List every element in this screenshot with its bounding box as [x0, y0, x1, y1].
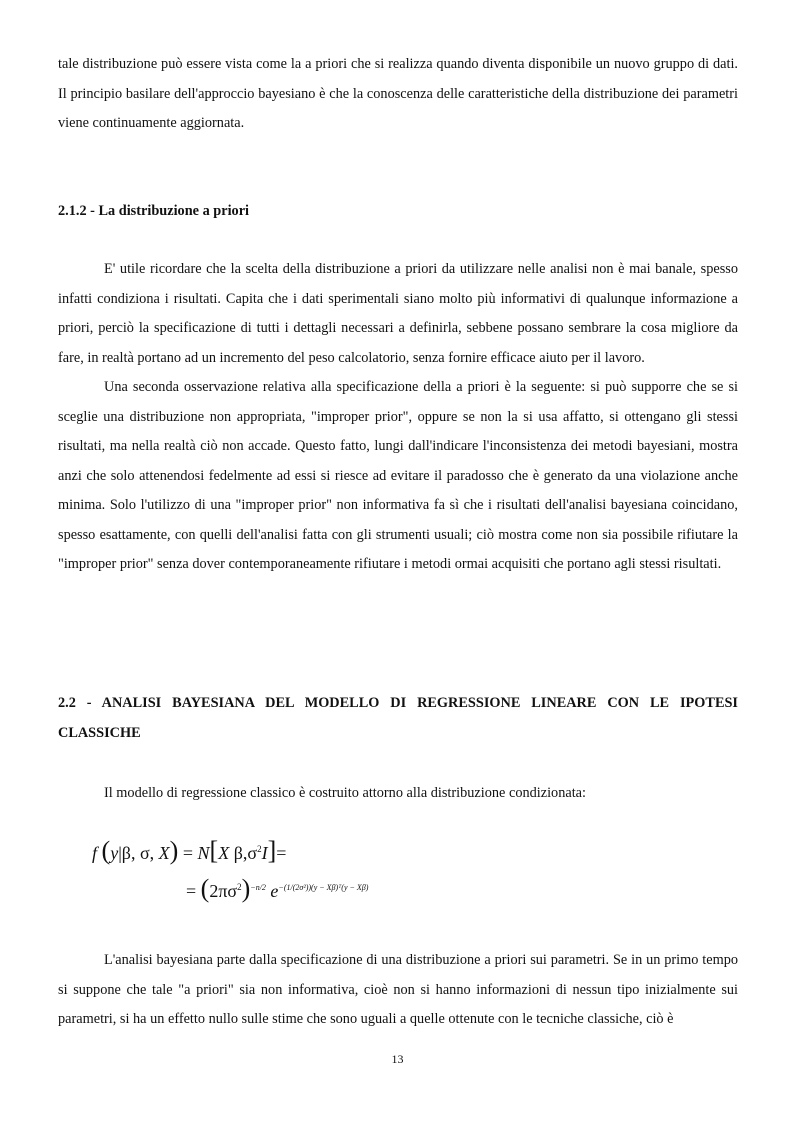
formula-line-1: [92, 838, 432, 864]
section-heading-2-1-2: 2.1.2 - La distribuzione a priori: [58, 203, 250, 219]
formula-Xbeta: X: [218, 843, 230, 863]
formula-two-pi-sigma: 2πσ: [209, 881, 238, 901]
formula-bracket-open: [: [209, 836, 219, 865]
formula-paren-open-2: (: [200, 874, 210, 903]
formula-paren-close-2: ): [241, 874, 251, 903]
paragraph-prior-choice: E' utile ricordare che la scelta della distribuzione a priori da utilizzare nelle analisi non è mai banale, spesso infatti condiziona i risultati. Capita che i dati sperimentali siano molto più informativi di qualunque informazione a priori, perciò la specificazione di tutti i dettagli necessari a definirla, sebbene possano sembrare la cosa migliore da fare, in realtà portano ad un incremento del peso calcolatorio, senza fornire efficace aiuto per il lavoro.: [58, 261, 738, 366]
formula-equals-3: =: [186, 881, 197, 901]
formula-I: I: [261, 843, 268, 863]
section-heading-2-2: 2.2 - ANALISI BAYESIANA DEL MODELLO DI REGRESSIONE LINEARE CON LE IPOTESI CLASSICHE: [58, 695, 738, 741]
formula-y: y: [110, 843, 119, 863]
formula-sigma: σ: [247, 843, 258, 863]
paragraph-classic-model: Il modello di regressione classico è costruito attorno alla distribuzione condizionata:: [104, 785, 586, 801]
formula-sigma-exp: 2: [257, 844, 262, 854]
formula-bracket-close: ]: [267, 836, 277, 865]
formula-beta: β,: [233, 843, 248, 863]
intro-paragraph: tale distribuzione può essere vista come la a priori che si realizza quando diventa disponibile un nuovo gruppo di dati. Il principio basilare dell'approccio bayesiano è che la conoscenza delle caratteristiche della distribuzione dei parametri viene continuamente aggiornata.: [58, 56, 738, 131]
formula-sigma2-exp: 2: [237, 882, 242, 892]
formula-line-2: [186, 876, 526, 902]
formula-paren-open: (: [101, 836, 111, 865]
paragraph-bayesian-analysis: L'analisi bayesiana parte dalla specificazione di una distribuzione a priori sui parametri. Se in un primo tempo si suppone che tale "a priori" sia non informativa, cioè non si hanno informazioni di nessun tipo inizialmente sui parametri, si ha un effetto nullo sulle stime che sono uguali a quelle ottenute con le tecniche classiche, ciò è: [58, 952, 738, 1027]
page-number: 13: [391, 1052, 404, 1066]
formula-equals-1: =: [182, 843, 193, 863]
formula-beta-sigma: β, σ,: [121, 843, 155, 863]
formula-equals-2: =: [276, 843, 287, 863]
formula-paren-close: ): [169, 836, 179, 865]
paragraph-improper-prior: Una seconda osservazione relativa alla specificazione della a priori è la seguente: si può supporre che se si sceglie una distribuzione non appropriata, "improper prior", oppure se non la si usa affatto, si ottengano gli stessi risultati, ma nella realtà ciò non accade. Questo fatto, lungi dall'indicare l'inconsistenza dei metodi bayesiani, mostra anzi che solo attenendosi fedelmente ad essi si riesce ad evitare il paradosso che è generato da una violazione anche minima. Solo l'utilizzo di una "improper prior" non informativa fa sì che i risultati dell'analisi bayesiana coincidano, spesso esattamente, con quelli dell'analisi fatta con gli strumenti usuali; ciò mostra come non sia possibile rifiutare la "improper prior" senza dover contemporaneamente rifiutare i metodi ormai acquisiti che portano agli stessi risultati.: [58, 379, 738, 572]
formula-f: f: [92, 843, 98, 863]
formula-given: |: [118, 843, 122, 863]
formula-X: X: [158, 843, 170, 863]
formula-neg-n2: −n/2: [250, 883, 266, 892]
formula-e: e: [270, 881, 279, 901]
formula-N: N: [197, 843, 210, 863]
formula-exponent: −(1/(2σ²))(y − Xβ)ᵀ(y − Xβ): [278, 883, 369, 892]
